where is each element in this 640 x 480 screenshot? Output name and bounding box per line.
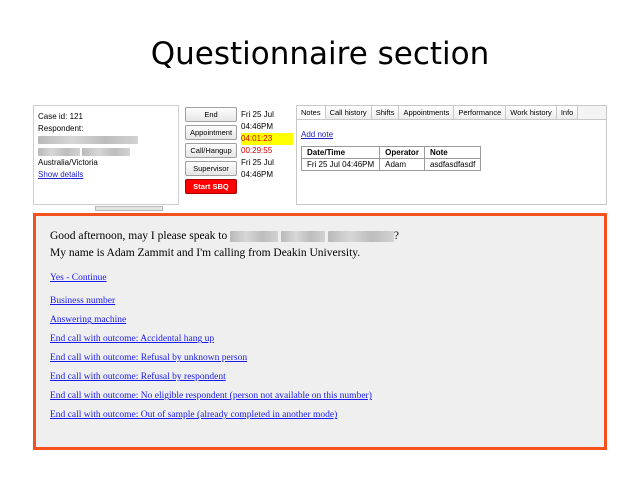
show-details-link-text[interactable]: Show details <box>38 169 84 179</box>
page-title: Questionnaire section <box>150 36 490 72</box>
response-refusal-unknown-person[interactable]: End call with outcome: Refusal by unknown person <box>50 353 248 364</box>
column-note: Note <box>424 147 480 159</box>
case-id-value: 121 <box>69 112 83 121</box>
time-date-1: Fri 25 Jul <box>241 110 274 119</box>
tab-strip <box>297 106 606 120</box>
pane-divider <box>33 206 607 212</box>
response-answering-machine[interactable]: Answering machine <box>50 315 127 326</box>
response-no-eligible-respondent[interactable]: End call with outcome: No eligible respondent (person not available on this number) <box>50 391 372 402</box>
tab-info[interactable]: Info <box>557 106 579 119</box>
notes-table <box>301 146 481 171</box>
redacted-block <box>82 148 130 156</box>
redacted-name-3 <box>328 231 394 242</box>
cell-datetime: Fri 25 Jul 04:46PM <box>302 159 380 171</box>
response-refusal-by-respondent[interactable]: End call with outcome: Refusal by respondent <box>50 372 226 383</box>
add-note-link[interactable]: Add note <box>301 130 334 139</box>
redacted-name-2 <box>281 231 325 242</box>
table-row <box>302 159 481 171</box>
questionnaire-script-box <box>33 213 607 450</box>
start-sbq-button[interactable]: Start SBQ <box>185 179 237 194</box>
redacted-block <box>38 136 138 144</box>
application-screenshot <box>33 105 607 450</box>
column-datetime: Date/Time <box>302 147 380 159</box>
redacted-name-1 <box>230 231 278 242</box>
time-date-2: Fri 25 Jul <box>241 158 274 167</box>
tab-call-history[interactable]: Call history <box>326 106 372 119</box>
shift-timer: 04:01:23 <box>241 133 293 145</box>
script-line-1-suffix: ? <box>393 230 399 242</box>
respondent-label: Respondent: <box>38 123 84 133</box>
supervisor-button[interactable]: Supervisor <box>185 161 237 176</box>
scrollbar-thumb[interactable] <box>95 206 163 211</box>
respondent-redacted-row <box>38 134 174 146</box>
tab-body-notes <box>297 120 606 175</box>
case-details-panel <box>33 105 179 205</box>
tab-appointments[interactable]: Appointments <box>399 106 454 119</box>
response-accidental-hangup[interactable]: End call with outcome: Accidental hang up <box>50 334 215 345</box>
tab-shifts[interactable]: Shifts <box>372 106 400 119</box>
action-buttons <box>185 107 237 197</box>
script-line-1 <box>50 228 590 245</box>
script-line-2: My name is Adam Zammit and I'm calling from Deakin University. <box>50 246 361 259</box>
time-column <box>241 109 293 181</box>
table-header-row <box>302 147 481 159</box>
info-tab-panel <box>296 105 607 205</box>
call-timer: 00:29:55 <box>241 146 273 155</box>
case-location: Australia/Victoria <box>38 158 98 168</box>
respondent-redacted-row-2 <box>38 146 174 158</box>
call-hangup-button[interactable]: Call/Hangup <box>185 143 237 158</box>
tab-performance[interactable]: Performance <box>454 106 506 119</box>
time-clock-2: 04:46PM <box>241 170 274 179</box>
case-id-line <box>38 111 174 123</box>
response-out-of-sample[interactable]: End call with outcome: Out of sample (already completed in another mode) <box>50 410 338 421</box>
redacted-block <box>38 148 80 156</box>
script-line-1-prefix: Good afternoon, may I please speak to <box>50 230 228 242</box>
tab-work-history[interactable]: Work history <box>506 106 557 119</box>
cell-operator: Adam <box>380 159 425 171</box>
response-yes-continue[interactable]: Yes - Continue <box>50 273 107 284</box>
case-id-label: Case id: <box>38 112 68 121</box>
column-operator: Operator <box>380 147 425 159</box>
show-details-link[interactable] <box>38 169 174 181</box>
time-clock-1: 04:46PM <box>241 122 274 131</box>
tab-notes[interactable]: Notes <box>297 106 326 119</box>
end-button[interactable]: End <box>185 107 237 122</box>
appointment-button[interactable]: Appointment <box>185 125 237 140</box>
cell-note: asdfasdfasdf <box>424 159 480 171</box>
response-business-number[interactable]: Business number <box>50 296 116 307</box>
script-response-links <box>50 273 590 420</box>
